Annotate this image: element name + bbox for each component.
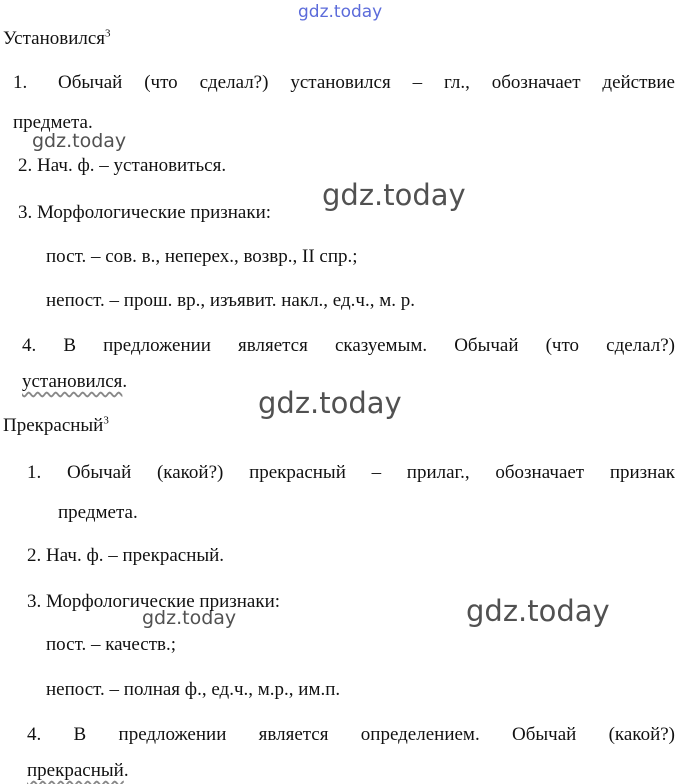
watermark: gdz.today: [32, 130, 127, 152]
section-title-text: Установился: [3, 28, 106, 49]
section-title-text: Прекрасный: [3, 415, 104, 436]
section-title: [3, 28, 111, 50]
watermark: gdz.today: [466, 594, 610, 628]
watermark: gdz.today: [322, 178, 466, 212]
item-text: 3. Морфологические признаки:: [18, 202, 272, 223]
watermark: gdz.today: [142, 607, 237, 629]
watermark: gdz.today: [298, 2, 383, 22]
watermark: gdz.today: [258, 386, 402, 420]
item-text: 4. В предложении является определением. Обычай (какой?): [27, 724, 675, 745]
item-text: непост. – прош. вр., изъявит. накл., ед.ч., м. р.: [46, 290, 415, 311]
item-text: 3. Морфологические признаки:: [27, 591, 281, 612]
item-text: предмета.: [58, 502, 138, 523]
underlined-predicate: установился: [22, 371, 123, 392]
section-title: [3, 415, 109, 437]
punctuation: .: [123, 760, 129, 781]
underlined-attribute: прекрасный: [27, 760, 124, 781]
section-title-sup: 3: [103, 414, 109, 427]
item-text: Обычай (что сделал?) установился – гл., обозначает действие: [58, 72, 675, 93]
punctuation: .: [122, 371, 128, 392]
item-text: 1. Обычай (какой?) прекрасный – прилаг., обозначает признак: [27, 462, 675, 483]
item-text: 4. В предложении является сказуемым. Обычай (что сделал?): [22, 335, 675, 356]
item-text: пост. – качеств.;: [46, 634, 177, 655]
item-text: непост. – полная ф., ед.ч., м.р., им.п.: [46, 679, 341, 700]
item-text: [27, 760, 129, 782]
section-title-sup: 3: [105, 27, 111, 40]
item-text: 2. Нач. ф. – прекрасный.: [27, 545, 225, 566]
item-text: 2. Нач. ф. – установиться.: [18, 155, 227, 176]
item-text: предмета.: [13, 112, 93, 133]
item-text: [22, 371, 127, 393]
item-number: 1.: [13, 72, 28, 93]
item-text: пост. – сов. в., неперех., возвр., II спр.;: [46, 246, 358, 267]
